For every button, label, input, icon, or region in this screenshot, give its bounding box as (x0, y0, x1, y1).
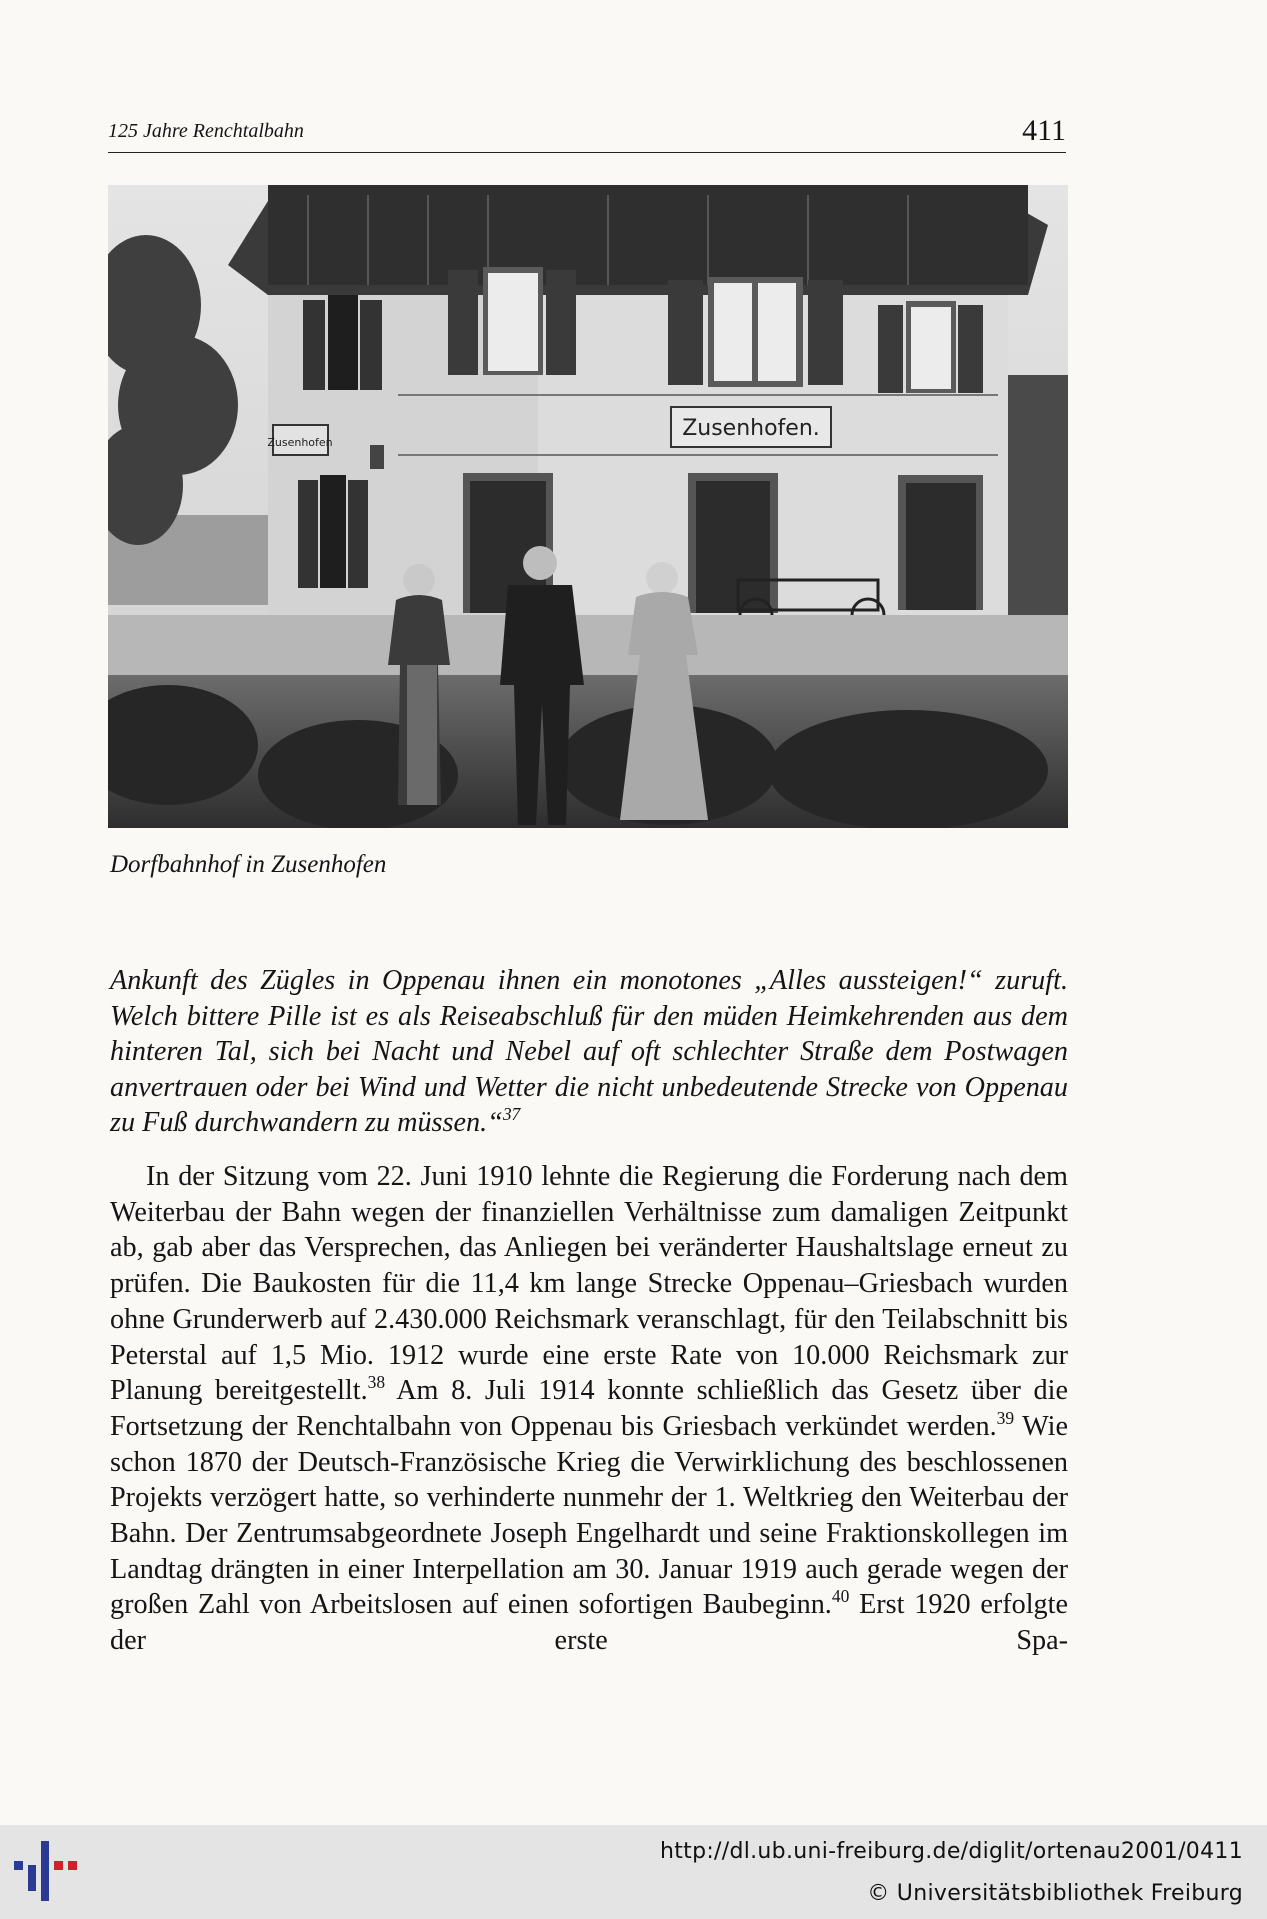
footnote-ref-37: 37 (502, 1104, 521, 1125)
body-text-segment: In der Sitzung vom 22. Juni 1910 lehnte die Regierung die Forderung nach dem Weiterbau der Bahn wegen der finanziellen Verhältnisse zum damaligen Zeitpunkt ab, gab aber das Versprechen, das Anliegen bei veränderter Haushaltslage erneut zu prüfen. Die Baukosten für die 11,4 km lange Strecke Oppenau–Griesbach wurden ohne Grunderwerb auf 2.430.000 Reichsmark veranschlagt, für den Teilabschnitt bis Peterstal auf 1,5 Mio. 1912 wurde eine erste Rate von 10.000 Reichsmark zur Planung bereitgestellt. (110, 1161, 1068, 1407)
body-paragraph (110, 1159, 1068, 1659)
quote-text: Ankunft des Zügles in Oppenau ihnen ein monotones „Alles aussteigen!“ zuruft. Welch bittere Pille ist es als Reiseabschluß für den müden Heimkehrenden aus dem hinteren Tal, sich bei Nacht und Nebel auf oft schlechter Straße dem Postwagen anvertrauen oder bei Wind und Wetter die nicht unbedeutende Strecke von Oppenau zu Fuß durchwandern zu müssen.“ (110, 965, 1068, 1138)
copyright-credit: © Universitätsbibliothek Freiburg (867, 1881, 1243, 1906)
running-header (108, 112, 1066, 153)
station-photo (108, 185, 1068, 828)
footnote-ref-38: 38 (367, 1372, 386, 1393)
footnote-ref-39: 39 (996, 1408, 1015, 1429)
station-sign-side: Zusenhofen (267, 436, 333, 449)
station-sign-front: Zusenhofen. (682, 416, 820, 441)
body-text-segment: Wie schon 1870 der Deutsch-Französische Krieg die Verwirklichung des beschlossenen Projekts verzögert hatte, so verhinderte nunmehr der 1. Weltkrieg den Weiterbau der Bahn. Der Zentrumsabgeordnete Joseph Engelhardt und seine Fraktionskollegen im Landtag drängten in einer Interpellation am 30. Januar 1919 auch gerade wegen der großen Zahl von Arbeitslosen auf einen sofortigen Baubeginn. (110, 1410, 1069, 1621)
running-title: 125 Jahre Renchtalbahn (108, 120, 304, 142)
library-logo (14, 1841, 82, 1903)
library-footer (0, 1825, 1267, 1919)
footnote-ref-40: 40 (831, 1586, 850, 1607)
permalink-url[interactable]: http://dl.ub.uni-freiburg.de/diglit/ortenau2001/0411 (659, 1839, 1243, 1864)
quote-paragraph (110, 963, 1068, 1141)
body-text-segment: Erst 1920 erfolgte der erste Spa- (110, 1589, 1068, 1657)
figure-caption: Dorfbahnhof in Zusenhofen (110, 851, 387, 878)
page-number: 411 (1022, 114, 1066, 147)
body-text-segment: Am 8. Juli 1914 konnte schließlich das Gesetz über die Fortsetzung der Renchtalbahn von Oppenau bis Griesbach verkündet werden. (110, 1375, 1068, 1442)
